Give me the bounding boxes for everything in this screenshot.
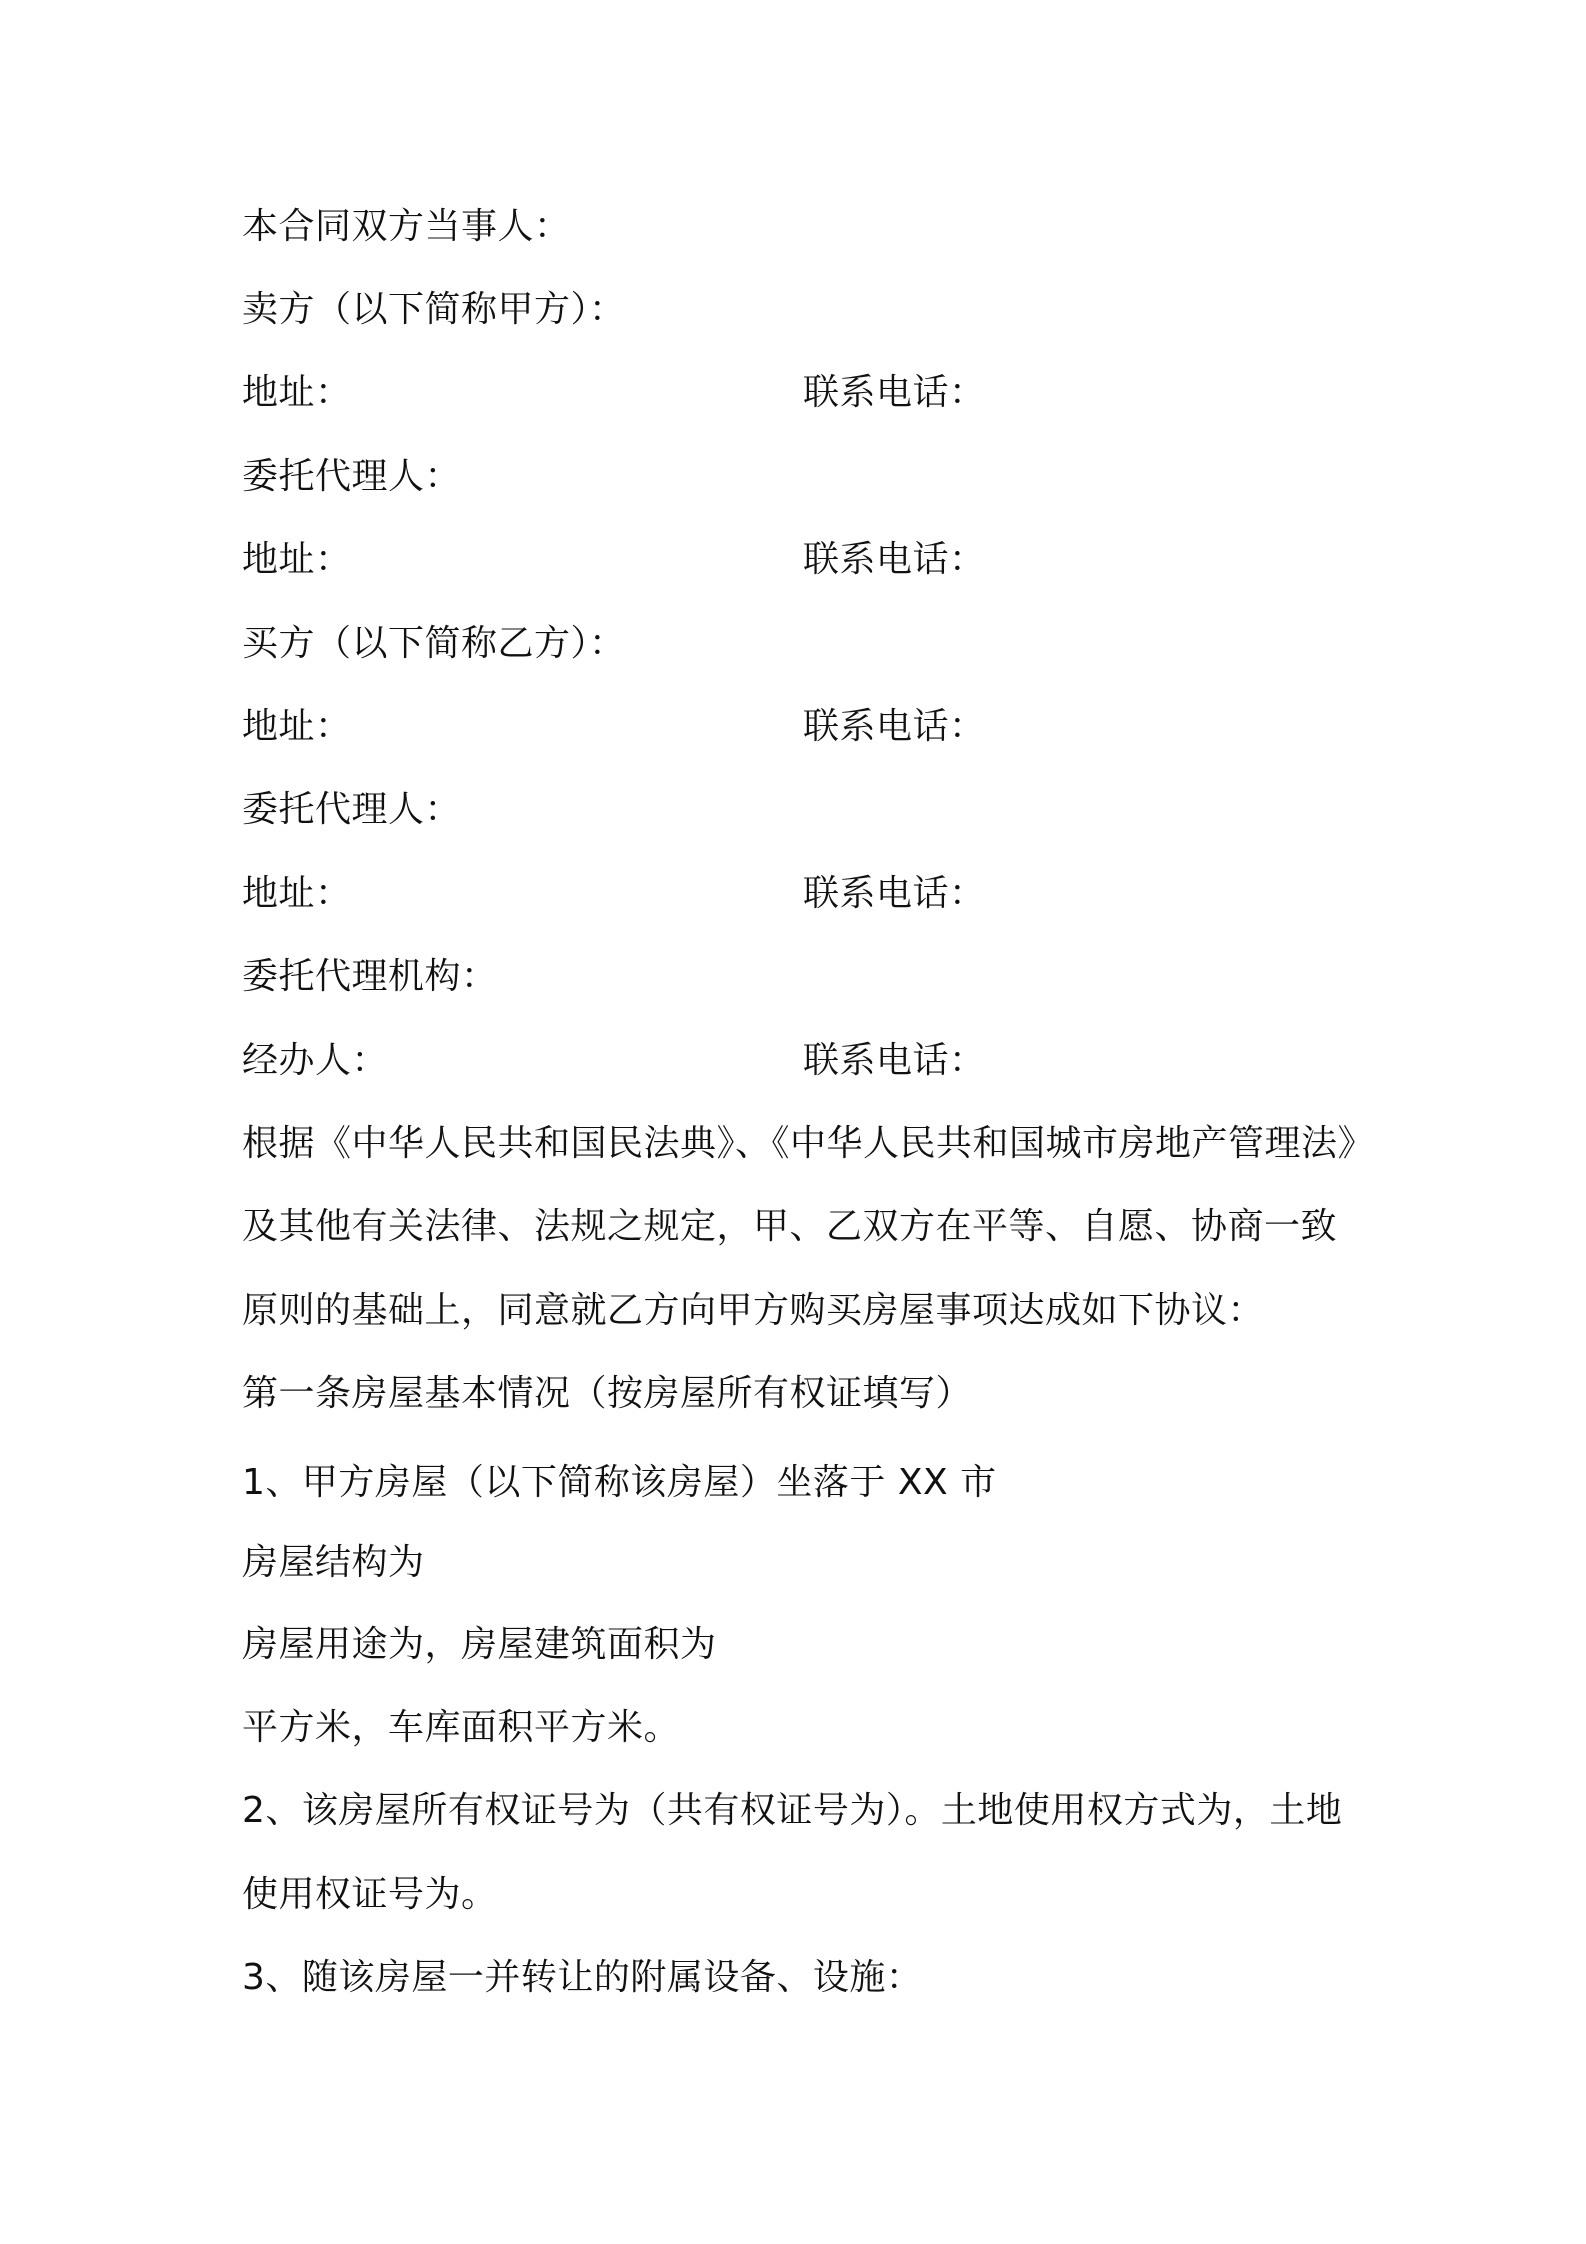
agency-label: 委托代理机构： <box>242 956 498 997</box>
item-2-line-1: 2、该房屋所有权证号为（共有权证号为）。土地使用权方式为，土地 <box>242 1790 1343 1831</box>
item-3-line-1: 3、随该房屋一并转让的附属设备、设施： <box>242 1957 923 1998</box>
buyer-address-label: 地址： <box>242 706 352 747</box>
item-1-line-4: 平方米，车库面积平方米。 <box>242 1707 681 1748</box>
item-1-line-3: 房屋用途为，房屋建筑面积为 <box>242 1624 717 1665</box>
parties-intro: 本合同双方当事人： <box>242 206 571 247</box>
handler-phone-label: 联系电话： <box>803 1040 986 1081</box>
buyer-agent-phone-label: 联系电话： <box>803 873 986 914</box>
seller-phone-label: 联系电话： <box>803 372 986 413</box>
basis-paragraph-line-1: 根据《中华人民共和国民法典》、《中华人民共和国城市房地产管理法》 <box>242 1123 1375 1164</box>
buyer-phone-label: 联系电话： <box>803 706 986 747</box>
item-2-line-2: 使用权证号为。 <box>242 1874 498 1915</box>
basis-paragraph-line-3: 原则的基础上，同意就乙方向甲方购买房屋事项达成如下协议： <box>242 1290 1265 1331</box>
buyer-agent-label: 委托代理人： <box>242 789 462 830</box>
handler-label: 经办人： <box>242 1040 389 1081</box>
item-1-line-2: 房屋结构为 <box>242 1542 425 1583</box>
seller-address-label: 地址： <box>242 372 352 413</box>
article-1-title: 第一条房屋基本情况（按房屋所有权证填写） <box>242 1373 973 1414</box>
seller-agent-label: 委托代理人： <box>242 456 462 497</box>
seller-agent-address-label: 地址： <box>242 539 352 580</box>
basis-paragraph-line-2: 及其他有关法律、法规之规定，甲、乙双方在平等、自愿、协商一致 <box>242 1206 1338 1247</box>
buyer-agent-address-label: 地址： <box>242 873 352 914</box>
item-1-line-1: 1、甲方房屋（以下简称该房屋）坐落于 XX 市 <box>242 1462 997 1503</box>
seller-label: 卖方（以下简称甲方）： <box>242 289 626 330</box>
seller-agent-phone-label: 联系电话： <box>803 539 986 580</box>
buyer-label: 买方（以下简称乙方）： <box>242 623 626 664</box>
